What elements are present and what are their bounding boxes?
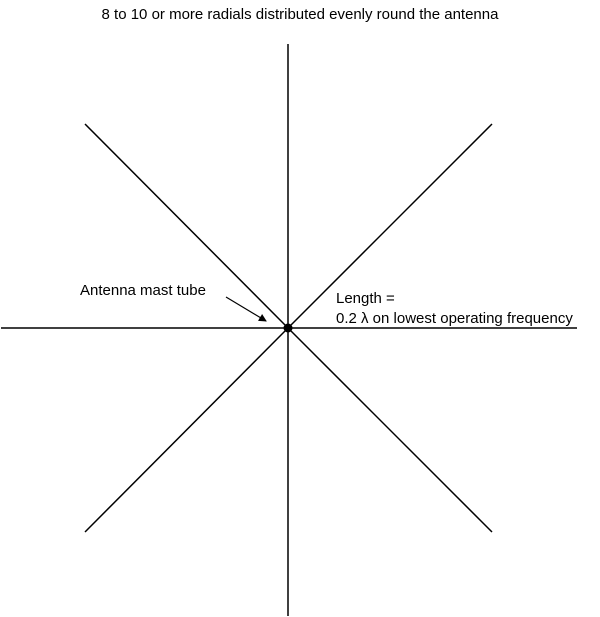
radial-southwest [85,328,288,532]
antenna-mast-dot [284,324,293,333]
radial-southeast [288,328,492,532]
diagram-title: 8 to 10 or more radials distributed evenly round the antenna [101,6,499,23]
length-label-line1: Length = [336,290,395,307]
mast-label: Antenna mast tube [80,282,206,299]
length-label [336,289,573,329]
length-label-line2: 0.2 λ on lowest operating frequency [336,310,573,327]
